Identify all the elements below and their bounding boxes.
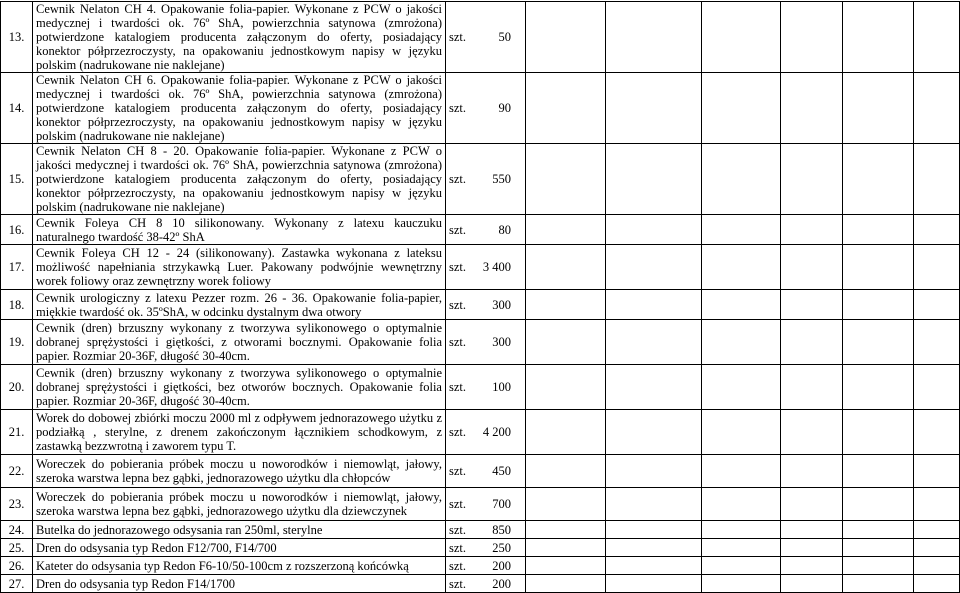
empty-cell	[843, 320, 914, 365]
quantity-cell	[446, 2, 526, 73]
items-table	[0, 1, 960, 593]
item-description: Worek do dobowej zbiórki moczu 2000 ml z odpływem jednorazowego użytku z podziałką , sterylne, z drenem zakończonym łącznikiem schodkowym, z zastawką bezzwrotną i zaworem typu T.	[33, 410, 446, 455]
empty-cell	[781, 521, 843, 539]
empty-cell	[914, 144, 960, 215]
empty-cell	[843, 144, 914, 215]
empty-cell	[702, 290, 781, 320]
empty-cell	[606, 2, 702, 73]
quantity-cell	[446, 410, 526, 455]
quantity: 3 400	[482, 260, 511, 274]
empty-cell	[843, 245, 914, 290]
unit: szt.	[449, 172, 467, 186]
item-description: Cewnik urologiczny z latexu Pezzer rozm. 26 - 36. Opakowanie folia-papier, miękkie twardość ok. 35ºShA, w odcinku dystalnym dwa otwory	[33, 290, 446, 320]
quantity-cell	[446, 539, 526, 557]
quantity-cell	[446, 488, 526, 521]
empty-cell	[843, 410, 914, 455]
empty-cell	[843, 2, 914, 73]
unit: szt.	[449, 335, 467, 349]
table-row	[1, 575, 960, 593]
table-row	[1, 144, 960, 215]
quantity-cell	[446, 144, 526, 215]
empty-cell	[843, 290, 914, 320]
table-row	[1, 521, 960, 539]
empty-cell	[914, 2, 960, 73]
empty-cell	[781, 144, 843, 215]
empty-cell	[914, 73, 960, 144]
row-number: 27.	[1, 575, 33, 593]
quantity-cell	[446, 455, 526, 488]
empty-cell	[606, 245, 702, 290]
empty-cell	[781, 290, 843, 320]
item-description: Dren do odsysania typ Redon F12/700, F14/700	[33, 539, 446, 557]
table-row	[1, 365, 960, 410]
empty-cell	[526, 455, 606, 488]
row-number: 13.	[1, 2, 33, 73]
empty-cell	[526, 488, 606, 521]
item-description: Cewnik Nelaton CH 6. Opakowanie folia-papier. Wykonane z PCW o jakości medycznej i twardości ok. 76º ShA, powierzchnia satynowa (zmrożona) potwierdzone katalogiem producenta załączonym do oferty, posiadający konektor półprzezroczysty, na opakowaniu jednostkowym napisy w języku polskim (nadrukowane nie naklejane)	[33, 73, 446, 144]
empty-cell	[606, 455, 702, 488]
item-description: Cewnik Foleya CH 12 - 24 (silikonowany). Zastawka wykonana z lateksu możliwość napełniania strzykawką Luer. Pakowany podwójnie wewnętrzny worek foliowy oraz zewnętrzny worek foliowy	[33, 245, 446, 290]
row-number: 26.	[1, 557, 33, 575]
quantity-cell	[446, 245, 526, 290]
empty-cell	[702, 575, 781, 593]
empty-cell	[843, 521, 914, 539]
item-description: Butelka do jednorazowego odsysania ran 250ml, sterylne	[33, 521, 446, 539]
empty-cell	[914, 215, 960, 245]
empty-cell	[843, 73, 914, 144]
quantity: 850	[492, 522, 511, 537]
empty-cell	[702, 365, 781, 410]
quantity-cell	[446, 320, 526, 365]
unit: szt.	[449, 464, 467, 478]
empty-cell	[702, 410, 781, 455]
empty-cell	[526, 73, 606, 144]
unit: szt.	[449, 380, 467, 394]
table-row	[1, 488, 960, 521]
empty-cell	[526, 539, 606, 557]
empty-cell	[781, 365, 843, 410]
empty-cell	[702, 320, 781, 365]
empty-cell	[781, 455, 843, 488]
empty-cell	[781, 488, 843, 521]
empty-cell	[914, 539, 960, 557]
empty-cell	[781, 410, 843, 455]
item-description: Cewnik Nelaton CH 8 - 20. Opakowanie folia-papier. Wykonane z PCW o jakości medycznej i twardości ok. 76º ShA, powierzchnia satynowa (zmrożona) potwierdzone katalogiem producenta załączonym do oferty, posiadający konektor półprzezroczysty, na opakowaniu jednostkowym napisy w języku polskim (nadrukowane nie naklejane)	[33, 144, 446, 215]
row-number: 14.	[1, 73, 33, 144]
quantity: 300	[492, 297, 511, 312]
empty-cell	[843, 575, 914, 593]
quantity: 250	[492, 540, 511, 555]
empty-cell	[914, 410, 960, 455]
empty-cell	[781, 539, 843, 557]
empty-cell	[526, 290, 606, 320]
quantity-cell	[446, 521, 526, 539]
empty-cell	[702, 2, 781, 73]
empty-cell	[914, 455, 960, 488]
unit: szt.	[449, 260, 467, 274]
unit: szt.	[449, 540, 467, 555]
item-description: Woreczek do pobierania próbek moczu u noworodków i niemowląt, jałowy, szeroka warstwa lepna bez gąbki, jednorazowego użytku dla chłopców	[33, 455, 446, 488]
quantity: 50	[498, 30, 511, 44]
empty-cell	[914, 521, 960, 539]
empty-cell	[702, 488, 781, 521]
item-description: Kateter do odsysania typ Redon F6-10/50-100cm z rozszerzoną końcówką	[33, 557, 446, 575]
empty-cell	[914, 290, 960, 320]
unit: szt.	[449, 101, 467, 115]
table-row	[1, 410, 960, 455]
unit: szt.	[449, 497, 467, 511]
table-row	[1, 539, 960, 557]
empty-cell	[843, 365, 914, 410]
empty-cell	[843, 539, 914, 557]
empty-cell	[914, 320, 960, 365]
row-number: 21.	[1, 410, 33, 455]
empty-cell	[702, 455, 781, 488]
unit: szt.	[449, 30, 467, 44]
quantity: 100	[492, 380, 511, 394]
empty-cell	[606, 73, 702, 144]
empty-cell	[606, 290, 702, 320]
quantity-cell	[446, 290, 526, 320]
empty-cell	[702, 521, 781, 539]
empty-cell	[526, 215, 606, 245]
empty-cell	[781, 215, 843, 245]
quantity: 300	[492, 335, 511, 349]
item-description: Woreczek do pobierania próbek moczu u noworodków i niemowląt, jałowy, szeroka warstwa lepna bez gąbki, jednorazowego użytku dla dziewczynek	[33, 488, 446, 521]
empty-cell	[606, 521, 702, 539]
unit: szt.	[449, 297, 467, 312]
table-row	[1, 245, 960, 290]
empty-cell	[526, 245, 606, 290]
empty-cell	[914, 575, 960, 593]
empty-cell	[526, 2, 606, 73]
quantity: 90	[498, 101, 511, 115]
empty-cell	[526, 144, 606, 215]
empty-cell	[781, 320, 843, 365]
empty-cell	[526, 410, 606, 455]
table-row	[1, 455, 960, 488]
empty-cell	[606, 320, 702, 365]
empty-cell	[526, 575, 606, 593]
empty-cell	[914, 488, 960, 521]
unit: szt.	[449, 522, 467, 537]
empty-cell	[843, 488, 914, 521]
row-number: 19.	[1, 320, 33, 365]
quantity: 550	[492, 172, 511, 186]
empty-cell	[606, 410, 702, 455]
quantity: 4 200	[482, 425, 511, 439]
quantity-cell	[446, 73, 526, 144]
empty-cell	[843, 215, 914, 245]
empty-cell	[843, 455, 914, 488]
item-description: Cewnik (dren) brzuszny wykonany z tworzywa sylikonowego o optymalnie dobranej sprężystości i giętkości, z otworami bocznymi. Opakowanie folia papier. Rozmiar 20-36F, długość 30-40cm.	[33, 320, 446, 365]
empty-cell	[914, 365, 960, 410]
unit: szt.	[449, 425, 467, 439]
empty-cell	[526, 521, 606, 539]
empty-cell	[781, 245, 843, 290]
item-description: Cewnik Foleya CH 8 10 silikonowany. Wykonany z latexu kauczuku naturalnego twardość 38-42º ShA	[33, 215, 446, 245]
row-number: 18.	[1, 290, 33, 320]
row-number: 16.	[1, 215, 33, 245]
quantity: 200	[492, 558, 511, 573]
table-row	[1, 320, 960, 365]
table-row	[1, 73, 960, 144]
quantity-cell	[446, 365, 526, 410]
empty-cell	[702, 539, 781, 557]
empty-cell	[606, 539, 702, 557]
item-description: Dren do odsysania typ Redon F14/1700	[33, 575, 446, 593]
empty-cell	[606, 575, 702, 593]
empty-cell	[702, 215, 781, 245]
empty-cell	[606, 365, 702, 410]
empty-cell	[526, 320, 606, 365]
empty-cell	[781, 2, 843, 73]
row-number: 15.	[1, 144, 33, 215]
empty-cell	[606, 144, 702, 215]
quantity-cell	[446, 575, 526, 593]
quantity: 80	[498, 222, 511, 237]
empty-cell	[526, 365, 606, 410]
row-number: 20.	[1, 365, 33, 410]
quantity: 200	[492, 576, 511, 591]
unit: szt.	[449, 576, 467, 591]
empty-cell	[781, 575, 843, 593]
empty-cell	[781, 73, 843, 144]
empty-cell	[702, 73, 781, 144]
empty-cell	[702, 245, 781, 290]
row-number: 24.	[1, 521, 33, 539]
table-row	[1, 2, 960, 73]
quantity: 700	[492, 497, 511, 511]
unit: szt.	[449, 222, 467, 237]
row-number: 23.	[1, 488, 33, 521]
item-description: Cewnik Nelaton CH 4. Opakowanie folia-papier. Wykonane z PCW o jakości medycznej i twardości ok. 76º ShA, powierzchnia satynowa (zmrożona) potwierdzone katalogiem producenta załączonym do oferty, posiadający konektor półprzezroczysty, na opakowaniu jednostkowym napisy w języku polskim (nadrukowane nie naklejane)	[33, 2, 446, 73]
empty-cell	[606, 215, 702, 245]
empty-cell	[914, 245, 960, 290]
quantity-cell	[446, 215, 526, 245]
item-description: Cewnik (dren) brzuszny wykonany z tworzywa sylikonowego o optymalnie dobranej sprężystości i giętkości, bez otworów bocznych. Opakowanie folia papier. Rozmiar 20-36F, długość 30-40cm.	[33, 365, 446, 410]
unit: szt.	[449, 558, 467, 573]
row-number: 25.	[1, 539, 33, 557]
row-number: 17.	[1, 245, 33, 290]
table-row	[1, 215, 960, 245]
empty-cell	[606, 488, 702, 521]
table-row	[1, 290, 960, 320]
quantity: 450	[492, 464, 511, 478]
empty-cell	[702, 144, 781, 215]
row-number: 22.	[1, 455, 33, 488]
